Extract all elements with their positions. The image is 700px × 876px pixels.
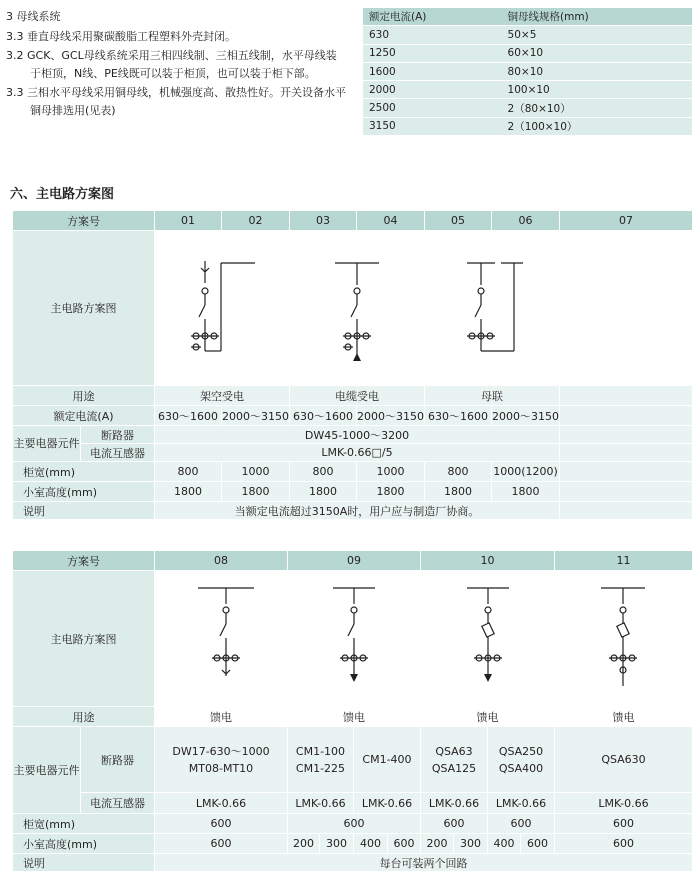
use-10: 馈电 (421, 707, 555, 727)
table-row (13, 502, 693, 520)
cell: LMK-0.66 (555, 793, 693, 814)
note-value: 当额定电流超过3150A时，用户应与制造厂协商。 (155, 502, 560, 520)
use-08: 馈电 (155, 707, 288, 727)
breaker-08 (155, 727, 288, 793)
breaker-09a-line-1: CM1-100 (295, 744, 346, 758)
table-row (13, 462, 693, 482)
cell: 1800 (357, 482, 425, 502)
breaker-10b-line-1: QSA250 (498, 744, 544, 758)
scheme-08: 08 (155, 551, 288, 571)
breaker-10b (488, 727, 555, 793)
cell: 1800 (425, 482, 492, 502)
table-row (13, 834, 693, 854)
diagram-07 (560, 231, 693, 386)
table-row (363, 81, 692, 99)
diagram-08 (155, 571, 288, 707)
cell: 50×5 (502, 26, 692, 44)
table-row (13, 793, 693, 814)
cell: 400 (354, 834, 388, 854)
cell: 60×10 (502, 44, 692, 62)
cell: 1800 (155, 482, 222, 502)
cell: 100×10 (502, 81, 692, 99)
intro-line-2: 3.3 垂直母线采用聚碳酸脂工程塑料外壳封闭。 (6, 29, 236, 43)
breaker-09a-line-2: CM1-225 (295, 761, 346, 775)
cell: 630～1600 (425, 406, 492, 426)
use-label: 用途 (13, 707, 155, 727)
scheme-10: 10 (421, 551, 555, 571)
cell: 1250 (363, 44, 502, 62)
table-row (13, 727, 693, 793)
busbar-spec-table (363, 8, 692, 136)
diagram-11 (555, 571, 693, 707)
breaker-11: QSA630 (555, 727, 693, 793)
scheme-02: 02 (222, 211, 290, 231)
circuit-diagram-bus-coupler (425, 233, 559, 383)
intro-line-4: 3.3 三相水平母线采用铜母线，机械强度高、散热性好。开关设备水平铜母排选用(见表) (6, 86, 346, 117)
scheme-03: 03 (290, 211, 357, 231)
table-row (363, 26, 692, 44)
scheme-no-label: 方案号 (13, 551, 155, 571)
header-copper-spec: 铜母线规格(mm) (502, 8, 692, 26)
cell: 800 (425, 462, 492, 482)
breaker-label: 断路器 (81, 426, 155, 444)
cell: 400 (488, 834, 521, 854)
cell: 600 (288, 814, 421, 834)
intro-line-1: 3 母线系统 (6, 10, 61, 23)
cell: 600 (555, 814, 693, 834)
table-row (363, 62, 692, 80)
cell: 1000 (222, 462, 290, 482)
scheme-no-label: 方案号 (13, 211, 155, 231)
table-row (13, 211, 693, 231)
ct-label: 电流互感器 (81, 793, 155, 814)
cell (560, 426, 693, 444)
cell: 630～1600 (290, 406, 357, 426)
cell: 800 (155, 462, 222, 482)
ct-label: 电流互感器 (81, 444, 155, 462)
diagram-10 (421, 571, 555, 707)
breaker-10a-line-1: QSA63 (435, 744, 473, 758)
use-label: 用途 (13, 386, 155, 406)
circuit-diagram-feeder-09 (289, 574, 419, 704)
diagram-05-06 (425, 231, 560, 386)
table-row (13, 426, 693, 444)
cell: 1800 (222, 482, 290, 502)
cell: LMK-0.66 (354, 793, 421, 814)
scheme-09: 09 (288, 551, 421, 571)
breaker-08-line-1: DW17-630～1000 (172, 744, 270, 758)
main-components-label: 主要电器元件 (13, 727, 81, 814)
cell: 1600 (363, 62, 502, 80)
width-label: 柜宽(mm) (13, 814, 155, 834)
cell: LMK-0.66 (488, 793, 555, 814)
breaker-08-line-2: MT08-MT10 (188, 761, 254, 775)
table-row (363, 44, 692, 62)
cell: 2000～3150 (492, 406, 560, 426)
table-row (13, 386, 693, 406)
cell: 600 (521, 834, 555, 854)
table-row (13, 571, 693, 707)
cell: LMK-0.66 (155, 793, 288, 814)
diagram-row-label: 主电路方案图 (13, 231, 155, 386)
breaker-label: 断路器 (81, 727, 155, 793)
cell: 1000 (357, 462, 425, 482)
cell: 2000～3150 (222, 406, 290, 426)
cell: 2（100×10） (502, 117, 692, 135)
table-row (13, 406, 693, 426)
circuit-diagram-feeder-10 (423, 574, 553, 704)
scheme-05: 05 (425, 211, 492, 231)
cell: 1800 (492, 482, 560, 502)
circuit-diagram-feeder-11 (559, 574, 689, 704)
table-row (13, 814, 693, 834)
cell: 600 (155, 814, 288, 834)
scheme-table-2 (12, 550, 693, 872)
use-11: 馈电 (555, 707, 693, 727)
use-05-06: 母联 (425, 386, 560, 406)
table-row (363, 99, 692, 117)
cell: 300 (320, 834, 354, 854)
cell: 300 (454, 834, 488, 854)
circuit-diagram-feeder-08 (156, 574, 286, 704)
breaker-value: DW45-1000～3200 (155, 426, 560, 444)
cell: 1800 (290, 482, 357, 502)
note-label: 说明 (13, 502, 155, 520)
height-label: 小室高度(mm) (13, 482, 155, 502)
cell (560, 462, 693, 482)
intro-line-3: 3.2 GCK、GCL母线系统采用三相四线制、三相五线制，水平母线装于柜顶，N线、PE线既可以装于柜顶，也可以装于柜下部。 (6, 49, 337, 80)
cell (560, 406, 693, 426)
scheme-04: 04 (357, 211, 425, 231)
table-row (13, 231, 693, 386)
rated-current-label: 额定电流(A) (13, 406, 155, 426)
scheme-11: 11 (555, 551, 693, 571)
diagram-row-label: 主电路方案图 (13, 571, 155, 707)
breaker-09a (288, 727, 354, 793)
table-row (13, 551, 693, 571)
cell: 2（80×10） (502, 99, 692, 117)
header-rated-current: 额定电流(A) (363, 8, 502, 26)
cell: 600 (155, 834, 288, 854)
breaker-10a-line-2: QSA125 (431, 761, 477, 775)
ct-value: LMK-0.66□/5 (155, 444, 560, 462)
diagram-09 (288, 571, 421, 707)
scheme-07: 07 (560, 211, 693, 231)
cell: 1000(1200) (492, 462, 560, 482)
cell: 800 (290, 462, 357, 482)
cell: 2500 (363, 99, 502, 117)
circuit-diagram-overhead-incoming (155, 233, 289, 383)
cell: LMK-0.66 (288, 793, 354, 814)
note-value: 每台可装两个回路 (155, 854, 693, 872)
cell (560, 482, 693, 502)
cell: 600 (421, 814, 488, 834)
diagram-01-02 (155, 231, 290, 386)
diagram-03-04 (290, 231, 425, 386)
busbar-spec-header (363, 8, 692, 26)
table-row (13, 854, 693, 872)
width-label: 柜宽(mm) (13, 462, 155, 482)
use-09: 馈电 (288, 707, 421, 727)
scheme-06: 06 (492, 211, 560, 231)
cell: 600 (488, 814, 555, 834)
cell: 600 (388, 834, 421, 854)
cell: 3150 (363, 117, 502, 135)
cell: 630～1600 (155, 406, 222, 426)
intro-text (6, 8, 346, 121)
table-row (363, 117, 692, 135)
circuit-diagram-cable-incoming (290, 233, 424, 383)
cell (560, 502, 693, 520)
breaker-09b: CM1-400 (354, 727, 421, 793)
table-row (13, 444, 693, 462)
cell: LMK-0.66 (421, 793, 488, 814)
cell (560, 444, 693, 462)
use-01-02: 架空受电 (155, 386, 290, 406)
use-03-04: 电缆受电 (290, 386, 425, 406)
scheme-table-1 (12, 210, 693, 520)
use-07 (560, 386, 693, 406)
cell: 2000 (363, 81, 502, 99)
cell: 600 (555, 834, 693, 854)
height-label: 小室高度(mm) (13, 834, 155, 854)
cell: 200 (288, 834, 320, 854)
note-label: 说明 (13, 854, 155, 872)
breaker-10a (421, 727, 488, 793)
cell: 2000～3150 (357, 406, 425, 426)
section-title: 六、主电路方案图 (10, 187, 115, 202)
main-components-label: 主要电器元件 (13, 426, 81, 462)
table-row (13, 482, 693, 502)
cell: 80×10 (502, 62, 692, 80)
cell: 200 (421, 834, 454, 854)
breaker-10b-line-2: QSA400 (498, 761, 544, 775)
cell: 630 (363, 26, 502, 44)
scheme-01: 01 (155, 211, 222, 231)
table-row (13, 707, 693, 727)
